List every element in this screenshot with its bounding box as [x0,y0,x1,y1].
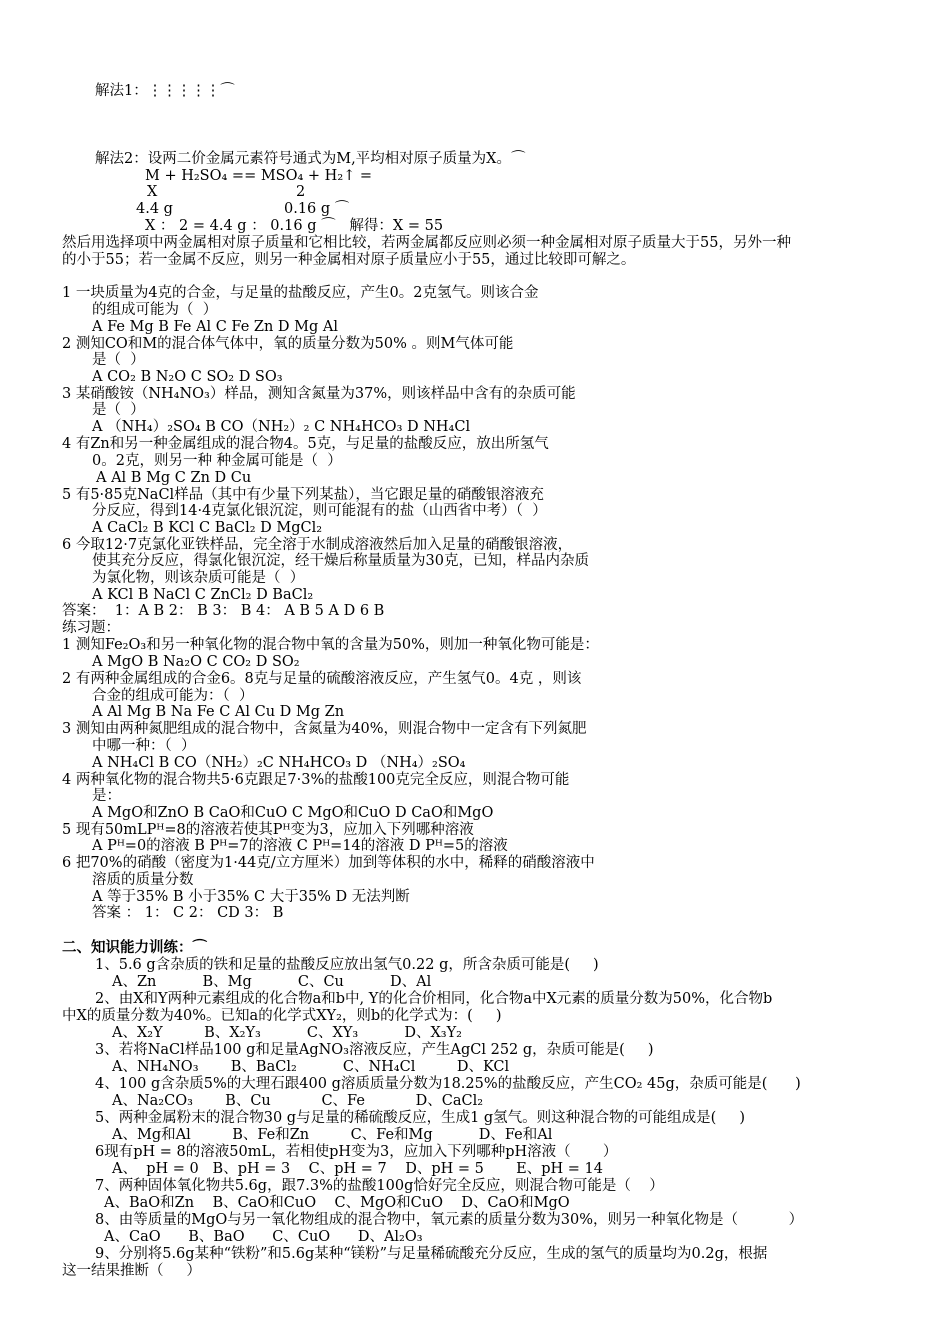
training-options: A、 pH = 0 B、pH = 3 C、pH = 7 D、pH = 5 E、pH = 14 [112,1161,603,1177]
practice-options: A MgO和ZnO B CaO和CuO C MgO和CuO D CaO和MgO [92,805,494,821]
question-line: 是（ ） [92,402,145,418]
question-line: 4 有Zn和另一种金属组成的混合物4。5克，与足量的盐酸反应，放出所氢气 [62,436,549,452]
training-question: 2、由X和Y两种元素组成的化合物a和b中, Y的化合价相同，化合物a中X元素的质量分数为50%，化合物b [95,991,773,1007]
practice-line: 1 测知Fe₂O₃和另一种氧化物的混合物中氧的含量为50%，则加一种氧化物可能是： [62,637,599,653]
practice-line: 5 现有50mLPᴴ=8的溶液若使其Pᴴ变为3，应加入下列哪种溶液 [62,822,474,838]
training-question: 6现有pH = 8的溶液50mL，若相使pH变为3，应加入下列哪种pH溶液（ ） [95,1144,618,1160]
question-line: 分反应，得到14·4克氯化银沉淀，则可能混有的盐（山西省中考）（ ） [92,503,547,519]
question-line: 使其充分反应，得氯化银沉淀，经干燥后称量质量为30克，已知，样品内杂质 [92,553,589,569]
training-options: A、Na₂CO₃ B、Cu C、Fe D、CaCl₂ [112,1093,484,1109]
practice-line: 是： [92,788,121,804]
training-question: 这一结果推断（ ） [62,1263,202,1279]
question-line: 0。2克，则另一种 种金属可能是（ ） [92,453,342,469]
practice-options: A MgO B Na₂O C CO₂ D SO₂ [92,654,300,670]
section-heading: 二、知识能力训练：⌒ [62,939,207,956]
practice-heading: 练习题： [62,620,120,636]
training-question: 9、分别将5.6g某种“铁粉”和5.6g某种“镁粉”与足量稀硫酸充分反应，生成的氢气的质量均为0.2g，根据 [95,1246,768,1262]
explanation-line: 的小于55；若一金属不反应，则另一种金属相对原子质量应小于55，通过比较即可解之。 [62,252,636,268]
question-line: 1 一块质量为4克的合金，与足量的盐酸反应，产生0。2克氢气。则该合金 [62,285,539,301]
equation-line: M + H₂SO₄ == MSO₄ + H₂↑ = [145,168,373,184]
question-line: 6 今取12·7克氯化亚铁样品，完全溶于水制成溶液然后加入足量的硝酸银溶液， [62,537,573,553]
training-question: 4、100 g含杂质5%的大理石跟400 g溶质质量分数为18.25%的盐酸反应，产生CO₂ 45g，杂质可能是( ) [95,1076,801,1092]
training-question: 1、5.6 g含杂质的铁和足量的盐酸反应放出氢气0.22 g，所含杂质可能是( ) [95,957,599,973]
training-options: A、Mg和Al B、Fe和Zn C、Fe和Mg D、Fe和Al [112,1127,553,1143]
training-question: 5、两种金属粉末的混合物30 g与足量的稀硫酸反应，生成1 g氢气。则这种混合物的可能组成是( ) [95,1110,746,1126]
explanation-line: 然后用选择项中两金属相对原子质量和它相比较，若两金属都反应则必须一种金属相对原子质量大于55，另外一种 [62,235,791,251]
question-line: 的组成可能为（ ） [92,302,218,318]
question-options: A （NH₄）₂SO₄ B CO（NH₂）₂ C NH₄HCO₃ D NH₄Cl [92,419,471,435]
question-line: 2 测知CO和M的混合体气体中，氧的质量分数为50% 。则M气体可能 [62,336,514,352]
equation-solve: X ： 2 = 4.4 g ： 0.16 g ⌒ 解得：X = 55 [145,218,444,234]
practice-line: 中哪一种：（ ） [92,738,196,754]
training-question: 3、若将NaCl样品100 g和足量AgNO₃溶液反应，产生AgCl 252 g，杂质可能是( ) [95,1042,654,1058]
practice-options: A Al Mg B Na Fe C Al Cu D Mg Zn [92,704,345,720]
training-options: A、BaO和Zn B、CaO和CuO C、MgO和CuO D、CaO和MgO [104,1195,570,1211]
answers-line: 答案 ： 1： C 2： CD 3： B [92,905,284,921]
practice-line: 2 有两种金属组成的合金6。8克与足量的硫酸溶液反应，产生氢气0。4克 ，则该 [62,671,582,687]
practice-options: A NH₄Cl B CO（NH₂）₂C NH₄HCO₃ D （NH₄）₂SO₄ [92,755,466,771]
practice-line: 3 测知由两种氮肥组成的混合物中，含氮量为40%，则混合物中一定含有下列氮肥 [62,721,587,737]
question-line: 5 有5·85克NaCl样品（其中有少量下列某盐），当它跟足量的硝酸银溶液充 [62,487,544,503]
training-question: 7、两种固体氧化物共5.6g，跟7.3%的盐酸100g恰好完全反应，则混合物可能是（ ） [95,1178,664,1194]
question-line: 是（ ） [92,352,145,368]
question-options: A CO₂ B N₂O C SO₂ D SO₃ [92,369,283,385]
answers-line: 答案： 1：A B 2： B 3： B 4： A B 5 A D 6 B [62,603,385,619]
method2-line: 解法2：设两二价金属元素符号通式为M,平均相对原子质量为X。⌒ [95,151,526,167]
training-options: A、NH₄NO₃ B、BaCl₂ C、NH₄Cl D、KCl [112,1059,510,1075]
training-question: 中X的质量分数为40%。已知a的化学式XY₂，则b的化学式为：( ) [62,1008,502,1024]
training-question: 8、由等质量的MgO与另一氧化物组成的混合物中，氧元素的质量分数为30%，则另一种氧化物是（ ） [95,1212,804,1228]
practice-options: A Pᴴ=0的溶液 B Pᴴ=7的溶液 C Pᴴ=14的溶液 D Pᴴ=5的溶液 [92,838,508,854]
training-options: A、CaO B、BaO C、CuO D、Al₂O₃ [104,1229,423,1245]
question-line: 为氯化物，则该杂质可能是（ ） [92,570,305,586]
equation-var: X [147,184,158,200]
equation-value: 0.16 g ⌒ [284,201,350,217]
method1-line: 解法1：⋮⋮⋮⋮⋮⌒ [95,83,235,99]
training-options: A、Zn B、Mg C、Cu D、Al [112,974,432,990]
question-options: A Al B Mg C Zn D Cu [96,470,252,486]
question-options: A KCl B NaCl C ZnCl₂ D BaCl₂ [92,587,314,603]
practice-line: 合金的组成可能为：（ ） [92,688,254,704]
training-options: A、X₂Y B、X₂Y₃ C、XY₃ D、X₃Y₂ [112,1025,462,1041]
question-options: A CaCl₂ B KCl C BaCl₂ D MgCl₂ [92,520,323,536]
practice-options: A 等于35% B 小于35% C 大于35% D 无法判断 [92,889,410,905]
question-line: 3 某硝酸铵（NH₄NO₃）样品，测知含氮量为37%，则该样品中含有的杂质可能 [62,386,576,402]
practice-line: 4 两种氧化物的混合物共5·6克跟足7·3%的盐酸100克完全反应，则混合物可能 [62,772,570,788]
practice-line: 溶质的质量分数 [92,872,194,888]
question-options: A Fe Mg B Fe Al C Fe Zn D Mg Al [92,319,338,335]
practice-line: 6 把70%的硝酸（密度为1·44克/立方厘米）加到等体积的水中，稀释的硝酸溶液中 [62,855,595,871]
equation-value: 4.4 g [136,201,173,217]
equation-var: 2 [296,184,306,200]
